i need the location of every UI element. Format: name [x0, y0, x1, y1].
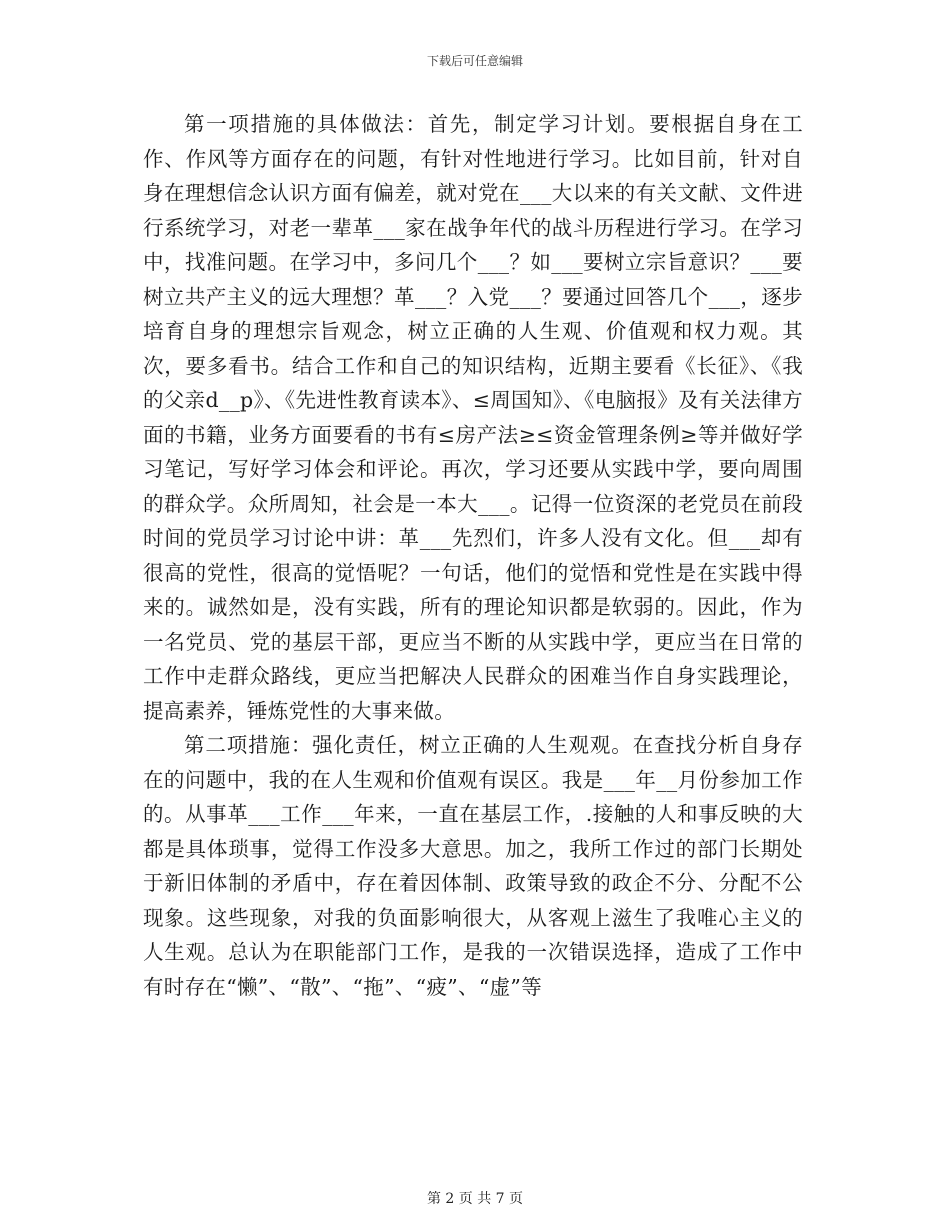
page-header: 下载后可任意编辑: [426, 54, 523, 68]
document-body: [143, 107, 803, 1004]
page-footer: 第 2 页 共 7 页: [426, 1191, 524, 1207]
paragraph-measure-2: 第二项措施：强化责任，树立正确的人生观观。在查找分析自身存在的问题中，我的在人生观和价值观有误区。我是___年__月份参加工作的。从事革___工作___年来，一直在基层工作，.接触的人和事反映的大都是具体琐事，觉得工作没多大意思。加之，我所工作过的部门长期处于新旧体制的矛盾中，存在着因体制、政策导致的政企不分、分配不公现象。这些现象，对我的负面影响很大，从客观上滋生了我唯心主义的人生观。总认为在职能部门工作，是我的一次错误选择，造成了工作中有时存在“懒”、“散”、“拖”、“疲”、“虚”等: [143, 733, 803, 999]
paragraph-measure-1: 第一项措施的具体做法：首先，制定学习计划。要根据自身在工作、作风等方面存在的问题，有针对性地进行学习。比如目前，针对自身在理想信念认识方面有偏差，就对党在___大以来的有关文献、文件进行系统学习，对老一辈革___家在战争年代的战斗历程进行学习。在学习中，找准问题。在学习中，多问几个___？如___要树立宗旨意识？___要树立共产主义的远大理想？革___？入党___？要通过回答几个___，逐步培育自身的理想宗旨观念，树立正确的人生观、价值观和权力观。其次，要多看书。结合工作和自己的知识结构，近期主要看《长征》、《我的父亲d__p》、《先进性教育读本》、≤周国知》、《电脑报》及有关法律方面的书籍，业务方面要看的书有≤房产法≥≤资金管理条例≥等并做好学习笔记，写好学习体会和评论。再次，学习还要从实践中学，要向周围的群众学。众所周知，社会是一本大___。记得一位资深的老党员在前段时间的党员学习讨论中讲：革___先烈们，许多人没有文化。但___却有很高的党性，很高的觉悟呢？一句话，他们的觉悟和党性是在实践中得来的。诚然如是，没有实践，所有的理论知识都是软弱的。因此，作为一名党员、党的基层干部，更应当不断的从实践中学，更应当在日常的工作中走群众路线，更应当把解决人民群众的困难当作自身实践理论，提高素养，锤炼党性的大事来做。: [143, 112, 803, 723]
